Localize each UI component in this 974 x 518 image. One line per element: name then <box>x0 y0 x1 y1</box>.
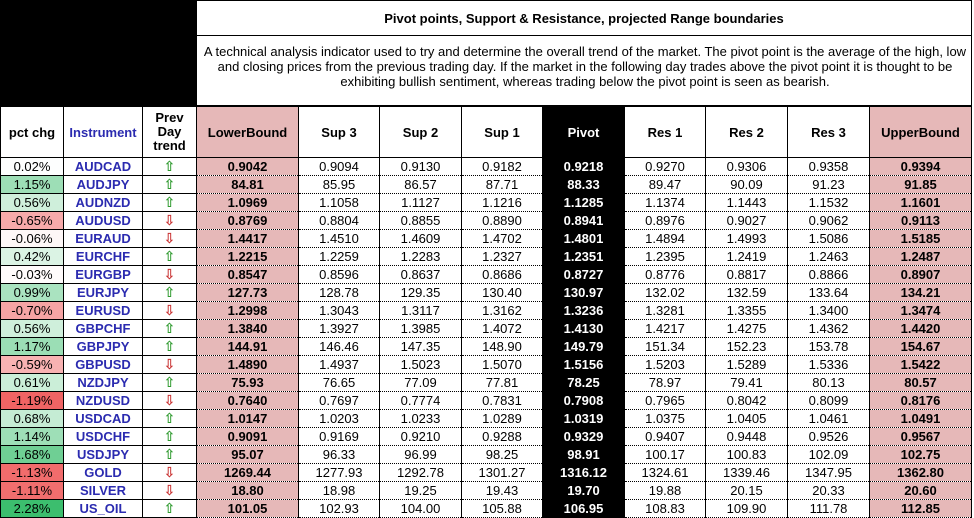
table-row <box>1 284 972 302</box>
sup1-cell: 0.8686 <box>462 266 543 284</box>
trend-cell <box>143 194 197 212</box>
table-row <box>1 392 972 410</box>
sup1-cell: 1.2327 <box>462 248 543 266</box>
res3-cell: 20.33 <box>788 482 870 500</box>
instrument-cell: GOLD <box>64 464 143 482</box>
sup3-cell: 0.9169 <box>299 428 380 446</box>
table-row <box>1 410 972 428</box>
res3-cell: 0.8099 <box>788 392 870 410</box>
upperbound-cell: 102.75 <box>870 446 972 464</box>
sup3-cell: 1.2259 <box>299 248 380 266</box>
trend-cell <box>143 500 197 518</box>
trend-cell <box>143 284 197 302</box>
sup2-cell: 86.57 <box>380 176 462 194</box>
instrument-cell: AUDNZD <box>64 194 143 212</box>
res1-cell: 151.34 <box>625 338 706 356</box>
col-header-res2: Res 2 <box>706 107 788 158</box>
sup1-cell: 0.7831 <box>462 392 543 410</box>
upperbound-cell: 154.67 <box>870 338 972 356</box>
lowerbound-cell: 95.07 <box>197 446 299 464</box>
res3-cell: 0.8866 <box>788 266 870 284</box>
pivot-cell: 88.33 <box>543 176 625 194</box>
arrow-up-icon: ⇧ <box>163 194 176 210</box>
trend-cell <box>143 230 197 248</box>
pct-change-cell: -0.03% <box>1 266 64 284</box>
upperbound-cell: 1.0491 <box>870 410 972 428</box>
upperbound-cell: 20.60 <box>870 482 972 500</box>
sup2-cell: 0.8637 <box>380 266 462 284</box>
trend-cell <box>143 212 197 230</box>
table-row <box>1 212 972 230</box>
sup3-cell: 0.7697 <box>299 392 380 410</box>
arrow-up-icon: ⇧ <box>163 410 176 426</box>
sup2-cell: 19.25 <box>380 482 462 500</box>
lowerbound-cell: 0.7640 <box>197 392 299 410</box>
arrow-down-icon: ⇩ <box>163 212 176 228</box>
trend-cell <box>143 410 197 428</box>
lowerbound-cell: 0.8769 <box>197 212 299 230</box>
table-row <box>1 230 972 248</box>
res2-cell: 1.3355 <box>706 302 788 320</box>
sup1-cell: 1.3162 <box>462 302 543 320</box>
res1-cell: 1.5203 <box>625 356 706 374</box>
res1-cell: 19.88 <box>625 482 706 500</box>
col-header-res3: Res 3 <box>788 107 870 158</box>
lowerbound-cell: 1.2998 <box>197 302 299 320</box>
res2-cell: 100.83 <box>706 446 788 464</box>
sup3-cell: 18.98 <box>299 482 380 500</box>
pct-change-cell: -1.19% <box>1 392 64 410</box>
sup1-cell: 148.90 <box>462 338 543 356</box>
sup1-cell: 1.4702 <box>462 230 543 248</box>
sup2-cell: 1.4609 <box>380 230 462 248</box>
instrument-cell: USDJPY <box>64 446 143 464</box>
pivot-cell: 98.91 <box>543 446 625 464</box>
lowerbound-cell: 1.0969 <box>197 194 299 212</box>
trend-cell <box>143 266 197 284</box>
trend-cell <box>143 248 197 266</box>
trend-cell <box>143 176 197 194</box>
table-row <box>1 428 972 446</box>
upperbound-cell: 1.1601 <box>870 194 972 212</box>
upperbound-cell: 1.5185 <box>870 230 972 248</box>
table-row <box>1 374 972 392</box>
sup2-cell: 0.7774 <box>380 392 462 410</box>
res2-cell: 0.8042 <box>706 392 788 410</box>
arrow-up-icon: ⇧ <box>163 338 176 354</box>
arrow-up-icon: ⇧ <box>163 446 176 462</box>
arrow-up-icon: ⇧ <box>163 374 176 390</box>
trend-cell <box>143 428 197 446</box>
pivot-cell: 19.70 <box>543 482 625 500</box>
col-header-sup1: Sup 1 <box>462 107 543 158</box>
res2-cell: 20.15 <box>706 482 788 500</box>
res2-cell: 1.5289 <box>706 356 788 374</box>
lowerbound-cell: 0.9091 <box>197 428 299 446</box>
trend-cell <box>143 374 197 392</box>
col-header-pivot: Pivot <box>543 107 625 158</box>
sup3-cell: 1.3043 <box>299 302 380 320</box>
trend-cell <box>143 338 197 356</box>
sup3-cell: 1.0203 <box>299 410 380 428</box>
arrow-down-icon: ⇩ <box>163 464 176 480</box>
col-header-res1: Res 1 <box>625 107 706 158</box>
pct-change-cell: 0.61% <box>1 374 64 392</box>
instrument-cell: AUDCAD <box>64 158 143 176</box>
arrow-down-icon: ⇩ <box>163 482 176 498</box>
pivot-cell: 1.4130 <box>543 320 625 338</box>
sup1-cell: 1.1216 <box>462 194 543 212</box>
sup2-cell: 1.0233 <box>380 410 462 428</box>
sup1-cell: 0.9182 <box>462 158 543 176</box>
res1-cell: 1.2395 <box>625 248 706 266</box>
res1-cell: 78.97 <box>625 374 706 392</box>
pivot-cell: 78.25 <box>543 374 625 392</box>
res2-cell: 90.09 <box>706 176 788 194</box>
pivot-cell: 1.1285 <box>543 194 625 212</box>
arrow-up-icon: ⇧ <box>163 248 176 264</box>
instrument-cell: USDCAD <box>64 410 143 428</box>
instrument-cell: GBPCHF <box>64 320 143 338</box>
table-row <box>1 464 972 482</box>
lowerbound-cell: 1.0147 <box>197 410 299 428</box>
description-text: A technical analysis indicator used to try and determine the overall trend of the market. The pivot point is the average of the high, low and closing prices from the previous trading day. If the market in the following day trades above the pivot point it is thought to be exhibiting bullish sentiment, whereas trading below the pivot point is seen as bearish. <box>196 36 972 106</box>
pivot-cell: 1.4801 <box>543 230 625 248</box>
table-row <box>1 176 972 194</box>
instrument-cell: US_OIL <box>64 500 143 518</box>
sup2-cell: 129.35 <box>380 284 462 302</box>
sup3-cell: 0.8596 <box>299 266 380 284</box>
sup2-cell: 0.9130 <box>380 158 462 176</box>
sup3-cell: 1.4510 <box>299 230 380 248</box>
sup2-cell: 1292.78 <box>380 464 462 482</box>
sup2-cell: 147.35 <box>380 338 462 356</box>
res3-cell: 1.5336 <box>788 356 870 374</box>
col-header-lowerbound: LowerBound <box>197 107 299 158</box>
sup3-cell: 0.9094 <box>299 158 380 176</box>
sup3-cell: 1.1058 <box>299 194 380 212</box>
sup3-cell: 1.4937 <box>299 356 380 374</box>
pct-change-cell: 0.56% <box>1 194 64 212</box>
res3-cell: 80.13 <box>788 374 870 392</box>
lowerbound-cell: 101.05 <box>197 500 299 518</box>
lowerbound-cell: 1.2215 <box>197 248 299 266</box>
res1-cell: 89.47 <box>625 176 706 194</box>
pct-change-cell: -1.11% <box>1 482 64 500</box>
table-row <box>1 356 972 374</box>
upperbound-cell: 1.3474 <box>870 302 972 320</box>
pct-change-cell: -1.13% <box>1 464 64 482</box>
res3-cell: 102.09 <box>788 446 870 464</box>
res2-cell: 109.90 <box>706 500 788 518</box>
sup1-cell: 1.5070 <box>462 356 543 374</box>
res1-cell: 0.8976 <box>625 212 706 230</box>
instrument-cell: EURCHF <box>64 248 143 266</box>
trend-cell <box>143 392 197 410</box>
sup2-cell: 1.2283 <box>380 248 462 266</box>
arrow-down-icon: ⇩ <box>163 302 176 318</box>
lowerbound-cell: 84.81 <box>197 176 299 194</box>
pct-change-cell: 0.02% <box>1 158 64 176</box>
table-row <box>1 500 972 518</box>
pivot-cell: 1.0319 <box>543 410 625 428</box>
res3-cell: 0.9358 <box>788 158 870 176</box>
sup1-cell: 130.40 <box>462 284 543 302</box>
res2-cell: 1.4275 <box>706 320 788 338</box>
res2-cell: 0.9027 <box>706 212 788 230</box>
upperbound-cell: 1362.80 <box>870 464 972 482</box>
sup3-cell: 76.65 <box>299 374 380 392</box>
upperbound-cell: 0.9113 <box>870 212 972 230</box>
res2-cell: 1.0405 <box>706 410 788 428</box>
col-header-instrument: Instrument <box>64 107 143 158</box>
lowerbound-cell: 18.80 <box>197 482 299 500</box>
pivot-cell: 0.9329 <box>543 428 625 446</box>
res1-cell: 1.4894 <box>625 230 706 248</box>
res3-cell: 1.0461 <box>788 410 870 428</box>
table-row <box>1 446 972 464</box>
res3-cell: 111.78 <box>788 500 870 518</box>
arrow-up-icon: ⇧ <box>163 176 176 192</box>
table-row <box>1 338 972 356</box>
pct-change-cell: 1.15% <box>1 176 64 194</box>
res1-cell: 0.9270 <box>625 158 706 176</box>
table-row <box>1 302 972 320</box>
res3-cell: 0.9526 <box>788 428 870 446</box>
upperbound-cell: 1.2487 <box>870 248 972 266</box>
table-row <box>1 194 972 212</box>
res1-cell: 1.3281 <box>625 302 706 320</box>
sup3-cell: 1277.93 <box>299 464 380 482</box>
trend-cell <box>143 446 197 464</box>
sup1-cell: 77.81 <box>462 374 543 392</box>
upperbound-cell: 0.9567 <box>870 428 972 446</box>
res3-cell: 1347.95 <box>788 464 870 482</box>
pivot-cell: 149.79 <box>543 338 625 356</box>
upperbound-cell: 134.21 <box>870 284 972 302</box>
sup1-cell: 98.25 <box>462 446 543 464</box>
res1-cell: 1.4217 <box>625 320 706 338</box>
pct-change-cell: 0.99% <box>1 284 64 302</box>
trend-cell <box>143 302 197 320</box>
table-row <box>1 248 972 266</box>
arrow-up-icon: ⇧ <box>163 284 176 300</box>
pivot-cell: 0.9218 <box>543 158 625 176</box>
instrument-cell: EURGBP <box>64 266 143 284</box>
lowerbound-cell: 0.9042 <box>197 158 299 176</box>
lowerbound-cell: 1269.44 <box>197 464 299 482</box>
res1-cell: 132.02 <box>625 284 706 302</box>
table-row <box>1 320 972 338</box>
sup1-cell: 1.4072 <box>462 320 543 338</box>
res1-cell: 0.7965 <box>625 392 706 410</box>
col-header-pct: pct chg <box>1 107 64 158</box>
upperbound-cell: 1.4420 <box>870 320 972 338</box>
sup3-cell: 0.8804 <box>299 212 380 230</box>
instrument-cell: NZDJPY <box>64 374 143 392</box>
upperbound-cell: 1.5422 <box>870 356 972 374</box>
page-title: Pivot points, Support & Resistance, projected Range boundaries <box>196 0 972 36</box>
res1-cell: 108.83 <box>625 500 706 518</box>
instrument-cell: GBPUSD <box>64 356 143 374</box>
instrument-cell: EURAUD <box>64 230 143 248</box>
trend-cell <box>143 158 197 176</box>
sup3-cell: 85.95 <box>299 176 380 194</box>
instrument-cell: NZDUSD <box>64 392 143 410</box>
res3-cell: 1.2463 <box>788 248 870 266</box>
col-header-sup3: Sup 3 <box>299 107 380 158</box>
sup2-cell: 104.00 <box>380 500 462 518</box>
res2-cell: 1.2419 <box>706 248 788 266</box>
arrow-down-icon: ⇩ <box>163 356 176 372</box>
pct-change-cell: 1.17% <box>1 338 64 356</box>
pivot-cell: 1316.12 <box>543 464 625 482</box>
sup3-cell: 1.3927 <box>299 320 380 338</box>
sup1-cell: 0.8890 <box>462 212 543 230</box>
instrument-cell: GBPJPY <box>64 338 143 356</box>
sup2-cell: 77.09 <box>380 374 462 392</box>
lowerbound-cell: 127.73 <box>197 284 299 302</box>
col-header-sup2: Sup 2 <box>380 107 462 158</box>
table-row <box>1 482 972 500</box>
res3-cell: 0.9062 <box>788 212 870 230</box>
arrow-up-icon: ⇧ <box>163 500 176 516</box>
res1-cell: 1324.61 <box>625 464 706 482</box>
arrow-down-icon: ⇩ <box>163 266 176 282</box>
trend-cell <box>143 482 197 500</box>
res3-cell: 153.78 <box>788 338 870 356</box>
header-row <box>1 107 972 158</box>
sup3-cell: 128.78 <box>299 284 380 302</box>
sup2-cell: 96.99 <box>380 446 462 464</box>
sup1-cell: 105.88 <box>462 500 543 518</box>
sup2-cell: 1.1127 <box>380 194 462 212</box>
res2-cell: 79.41 <box>706 374 788 392</box>
pivot-table <box>0 106 972 518</box>
arrow-up-icon: ⇧ <box>163 158 176 174</box>
lowerbound-cell: 0.8547 <box>197 266 299 284</box>
res3-cell: 1.5086 <box>788 230 870 248</box>
instrument-cell: SILVER <box>64 482 143 500</box>
pivot-cell: 1.5156 <box>543 356 625 374</box>
pct-change-cell: 1.68% <box>1 446 64 464</box>
pivot-cell: 130.97 <box>543 284 625 302</box>
pct-change-cell: -0.65% <box>1 212 64 230</box>
res1-cell: 0.8776 <box>625 266 706 284</box>
table-row <box>1 158 972 176</box>
pivot-cell: 1.2351 <box>543 248 625 266</box>
sup3-cell: 102.93 <box>299 500 380 518</box>
res1-cell: 0.9407 <box>625 428 706 446</box>
upperbound-cell: 91.85 <box>870 176 972 194</box>
pct-change-cell: 0.56% <box>1 320 64 338</box>
res1-cell: 100.17 <box>625 446 706 464</box>
upperbound-cell: 112.85 <box>870 500 972 518</box>
trend-cell <box>143 356 197 374</box>
res3-cell: 133.64 <box>788 284 870 302</box>
instrument-cell: AUDJPY <box>64 176 143 194</box>
sup1-cell: 1.0289 <box>462 410 543 428</box>
pct-change-cell: 2.28% <box>1 500 64 518</box>
pivot-cell: 0.8941 <box>543 212 625 230</box>
sup3-cell: 96.33 <box>299 446 380 464</box>
res3-cell: 1.4362 <box>788 320 870 338</box>
sup1-cell: 0.9288 <box>462 428 543 446</box>
pct-change-cell: 1.14% <box>1 428 64 446</box>
res2-cell: 132.59 <box>706 284 788 302</box>
res1-cell: 1.0375 <box>625 410 706 428</box>
arrow-up-icon: ⇧ <box>163 320 176 336</box>
res2-cell: 0.8817 <box>706 266 788 284</box>
sup2-cell: 1.3117 <box>380 302 462 320</box>
sup2-cell: 1.5023 <box>380 356 462 374</box>
upperbound-cell: 0.8176 <box>870 392 972 410</box>
sup3-cell: 146.46 <box>299 338 380 356</box>
arrow-down-icon: ⇩ <box>163 230 176 246</box>
instrument-cell: EURJPY <box>64 284 143 302</box>
sup1-cell: 87.71 <box>462 176 543 194</box>
res2-cell: 0.9448 <box>706 428 788 446</box>
res2-cell: 1.4993 <box>706 230 788 248</box>
pct-change-cell: -0.59% <box>1 356 64 374</box>
trend-cell <box>143 464 197 482</box>
sup2-cell: 1.3985 <box>380 320 462 338</box>
res3-cell: 1.3400 <box>788 302 870 320</box>
trend-cell <box>143 320 197 338</box>
lowerbound-cell: 1.3840 <box>197 320 299 338</box>
res2-cell: 152.23 <box>706 338 788 356</box>
pivot-cell: 106.95 <box>543 500 625 518</box>
sup2-cell: 0.9210 <box>380 428 462 446</box>
table-row <box>1 266 972 284</box>
res2-cell: 0.9306 <box>706 158 788 176</box>
instrument-cell: EURUSD <box>64 302 143 320</box>
pct-change-cell: 0.68% <box>1 410 64 428</box>
pivot-cell: 1.3236 <box>543 302 625 320</box>
res2-cell: 1339.46 <box>706 464 788 482</box>
lowerbound-cell: 1.4890 <box>197 356 299 374</box>
res2-cell: 1.1443 <box>706 194 788 212</box>
sup2-cell: 0.8855 <box>380 212 462 230</box>
pct-change-cell: -0.06% <box>1 230 64 248</box>
lowerbound-cell: 75.93 <box>197 374 299 392</box>
arrow-up-icon: ⇧ <box>163 428 176 444</box>
col-header-trend: Prev Day trend <box>143 107 197 158</box>
col-header-upperbound: UpperBound <box>870 107 972 158</box>
pct-change-cell: -0.70% <box>1 302 64 320</box>
instrument-cell: USDCHF <box>64 428 143 446</box>
upperbound-cell: 80.57 <box>870 374 972 392</box>
instrument-cell: AUDUSD <box>64 212 143 230</box>
sup1-cell: 1301.27 <box>462 464 543 482</box>
lowerbound-cell: 144.91 <box>197 338 299 356</box>
corner-block <box>0 0 196 106</box>
res3-cell: 91.23 <box>788 176 870 194</box>
sup1-cell: 19.43 <box>462 482 543 500</box>
pct-change-cell: 0.42% <box>1 248 64 266</box>
res1-cell: 1.1374 <box>625 194 706 212</box>
res3-cell: 1.1532 <box>788 194 870 212</box>
lowerbound-cell: 1.4417 <box>197 230 299 248</box>
pivot-cell: 0.8727 <box>543 266 625 284</box>
arrow-down-icon: ⇩ <box>163 392 176 408</box>
upperbound-cell: 0.9394 <box>870 158 972 176</box>
upperbound-cell: 0.8907 <box>870 266 972 284</box>
pivot-cell: 0.7908 <box>543 392 625 410</box>
